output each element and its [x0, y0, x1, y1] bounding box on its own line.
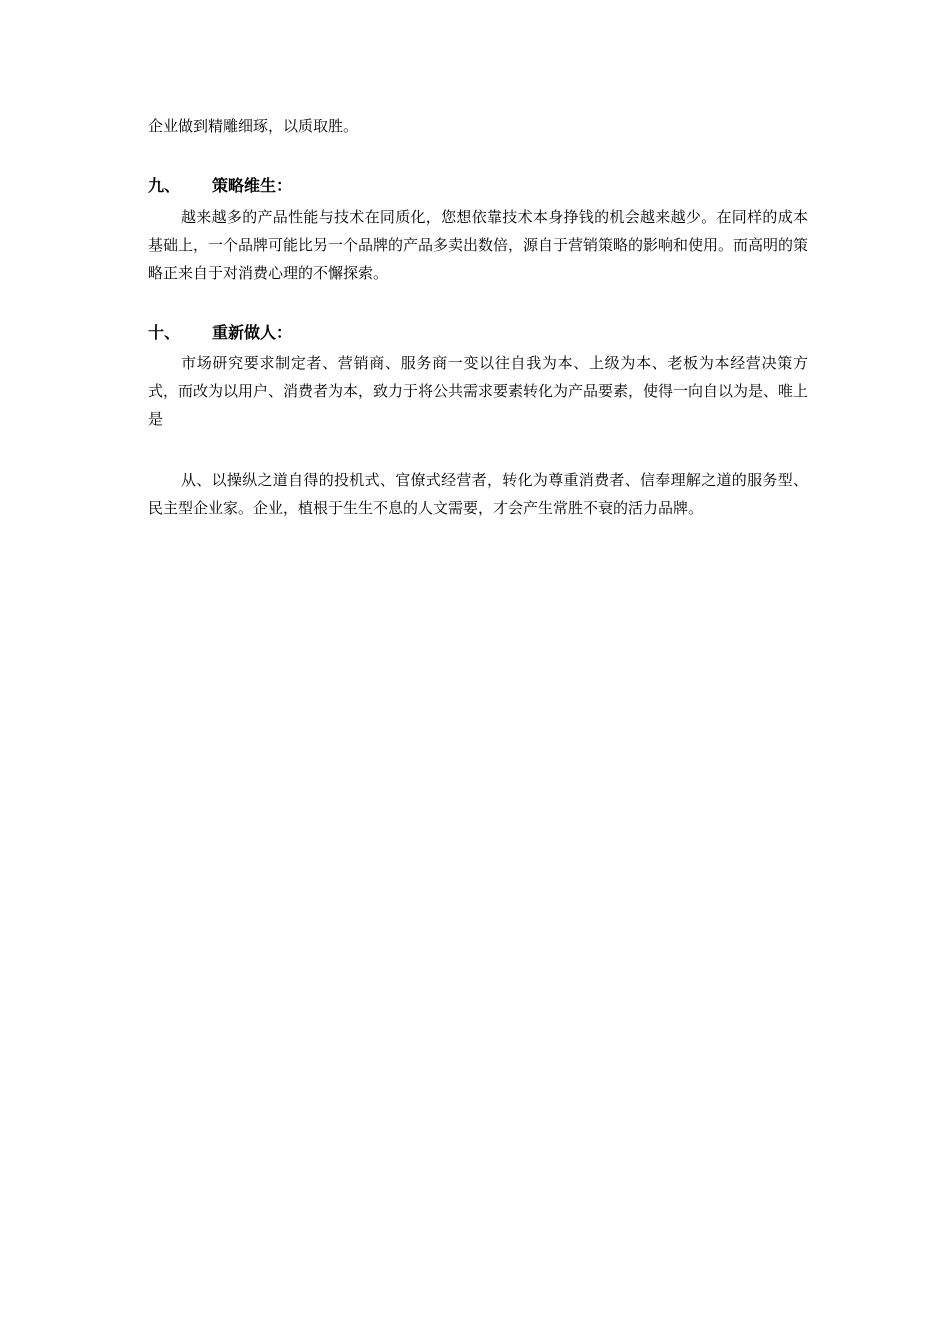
- section-9-number: 九、: [148, 176, 181, 195]
- section-9-heading: [148, 174, 292, 198]
- continuation-block: [148, 112, 808, 140]
- continuation-paragraph: 企业做到精雕细琢，以质取胜。: [148, 117, 359, 135]
- section-10-number: 十、: [148, 323, 181, 342]
- section-10-body-2: [148, 466, 808, 522]
- section-9-body: [148, 203, 808, 287]
- section-10-paragraph-1: 市场研究要求制定者、营销商、服务商一变以往自我为本、上级为本、老板为本经营决策方式，而改为以用户、消费者为本，致力于将公共需求要素转化为产品要素，使得一向自以为是、唯上是: [148, 354, 809, 428]
- section-10-heading: [148, 321, 292, 345]
- section-10-paragraph-2: 从、以操纵之道自得的投机式、官僚式经营者，转化为尊重消费者、信奉理解之道的服务型、民主型企业家。企业，植根于生生不息的人文需要，才会产生常胜不衰的活力品牌。: [148, 471, 808, 517]
- section-9-paragraph: 越来越多的产品性能与技术在同质化，您想依靠技术本身挣钱的机会越来越少。在同样的成本基础上，一个品牌可能比另一个品牌的产品多卖出数倍，源自于营销策略的影响和使用。而高明的策略正来自于对消费心理的不懈探索。: [148, 208, 809, 282]
- section-9-title: 策略维生：: [212, 176, 293, 195]
- section-10-title: 重新做人：: [212, 323, 293, 342]
- section-10-body-1: [148, 349, 808, 433]
